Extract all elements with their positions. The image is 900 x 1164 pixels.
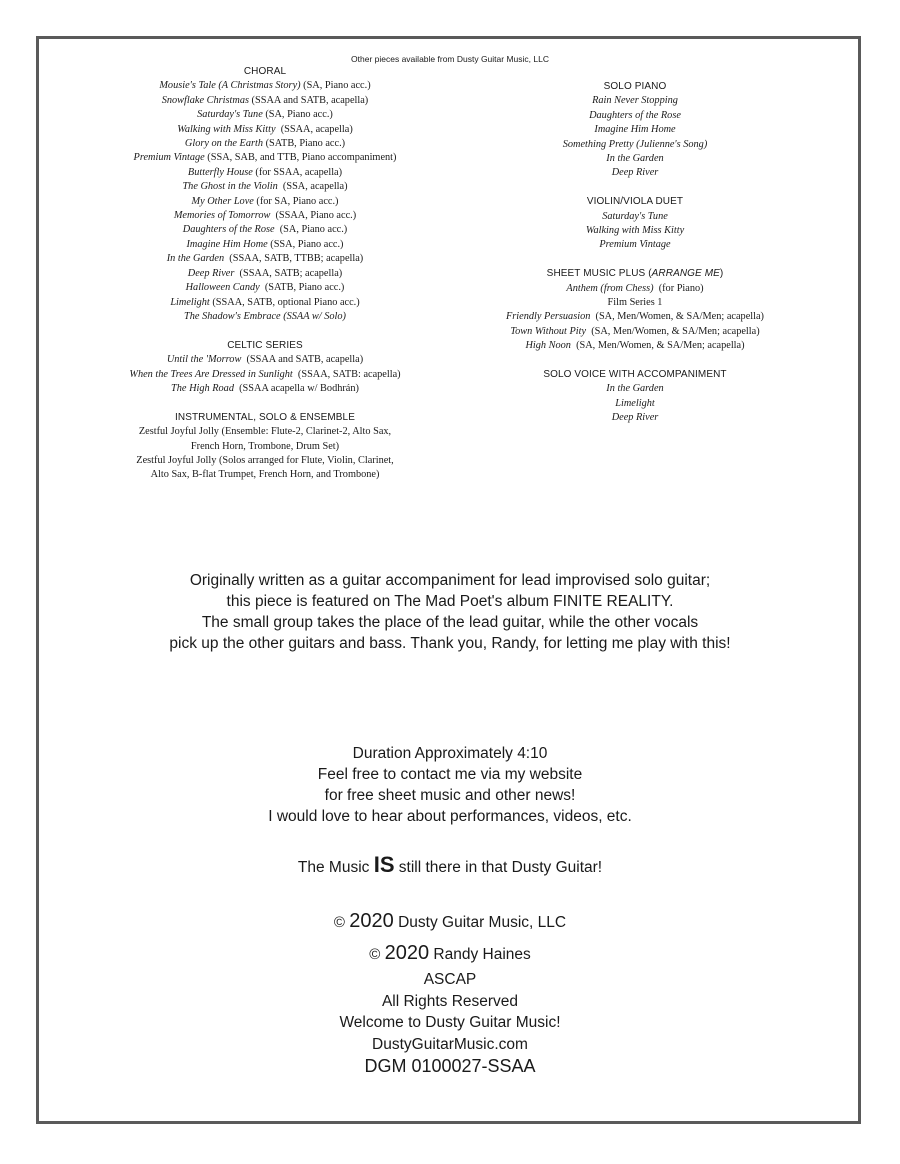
list-item xyxy=(95,223,435,237)
tagline-emphasis: IS xyxy=(373,852,395,877)
duration-text: Duration Approximately 4:10 xyxy=(352,745,548,762)
list-item xyxy=(470,123,800,137)
copyright-year: 2020 xyxy=(384,942,430,964)
piece-detail: (SATB, Piano acc.) xyxy=(259,282,345,294)
list-item: Zestful Joyful Jolly (Solos arranged for Flute, Violin, Clarinet, xyxy=(136,454,394,466)
contact-line: I would love to hear about performances, videos, etc. xyxy=(268,808,632,825)
list-item xyxy=(95,353,435,367)
piece-detail: (SSAA, Piano acc.) xyxy=(270,210,357,222)
description-line: pick up the other guitars and bass. Thank you, Randy, for letting me play with this! xyxy=(169,635,731,652)
list-item xyxy=(95,123,435,137)
choral-heading: CHORAL xyxy=(243,66,287,77)
rights-block xyxy=(0,969,900,1055)
copyright-holder: Dusty Guitar Music, LLC xyxy=(393,914,567,931)
solo-voice-list xyxy=(470,382,800,425)
piece-title: Butterfly House xyxy=(187,166,253,178)
piece-title: Daughters of the Rose xyxy=(589,109,681,121)
list-item xyxy=(470,382,800,396)
left-catalog-column xyxy=(95,65,435,483)
list-item: Zestful Joyful Jolly (Ensemble: Flute-2, Clarinet-2, Alto Sax, xyxy=(138,426,392,438)
copyright-publisher xyxy=(0,910,900,933)
piece-title: Town Without Pity xyxy=(510,325,587,337)
piece-detail: (SSAA, SATB; acapella) xyxy=(234,267,343,279)
list-item xyxy=(470,109,800,123)
celtic-heading: CELTIC SERIES xyxy=(227,339,303,351)
instrumental-list xyxy=(95,425,435,483)
piece-detail: Film Series 1 xyxy=(607,297,663,309)
list-item xyxy=(95,382,435,396)
piece-detail: (SA, Men/Women, & SA/Men; acapella) xyxy=(590,311,764,323)
piece-detail: (SSAA, SATB, optional Piano acc.) xyxy=(209,296,360,308)
piece-title: Glory on the Earth xyxy=(184,138,263,150)
piece-detail: (SSAA, acapella) xyxy=(275,123,353,135)
piece-title: Something Pretty (Julienne's Song) xyxy=(562,138,708,150)
sheet-music-plus-heading-suffix: ) xyxy=(719,268,724,280)
welcome-text: Welcome to Dusty Guitar Music! xyxy=(339,1014,561,1031)
piece-title: The Shadow's Embrace (SSAA w/ Solo) xyxy=(184,310,346,322)
list-item xyxy=(95,180,435,194)
piece-title: Imagine Him Home xyxy=(186,238,268,250)
description-paragraph xyxy=(0,570,900,654)
copyright-author xyxy=(0,942,900,965)
piece-detail: (for SSAA, acapella) xyxy=(252,166,343,178)
instrumental-heading: INSTRUMENTAL, SOLO & ENSEMBLE xyxy=(175,411,355,423)
piece-title: Deep River xyxy=(611,412,659,424)
ascap-label: ASCAP xyxy=(423,971,477,988)
violin-viola-list xyxy=(470,210,800,253)
piece-title: Friendly Persuasion xyxy=(506,311,591,323)
list-item xyxy=(95,296,435,310)
piece-title: Saturday's Tune xyxy=(197,109,263,121)
piece-title: Deep River xyxy=(187,267,235,279)
list-item: Alto Sax, B-flat Trumpet, French Horn, and Trombone) xyxy=(150,469,380,481)
piece-title: Premium Vintage xyxy=(133,152,205,164)
piece-title: Memories of Tomorrow xyxy=(173,210,271,222)
piece-title: The High Road xyxy=(171,382,234,394)
piece-title: Deep River xyxy=(611,167,659,179)
solo-piano-list xyxy=(470,94,800,180)
sheet-music-plus-heading xyxy=(470,267,800,281)
celtic-list xyxy=(95,353,435,396)
piece-detail: (SSAA, SATB, TTBB; acapella) xyxy=(224,253,364,265)
contact-line: Feel free to contact me via my website xyxy=(317,766,583,783)
piece-detail: (SSAA acapella w/ Bodhrán) xyxy=(233,382,359,394)
copyright-holder: Randy Haines xyxy=(429,946,531,963)
list-item xyxy=(470,310,800,324)
tagline-after: still there in that Dusty Guitar! xyxy=(394,859,603,876)
solo-piano-heading: SOLO PIANO xyxy=(603,81,667,92)
list-item xyxy=(95,94,435,108)
piece-detail: (SSAA, SATB: acapella) xyxy=(292,368,401,380)
piece-title: Snowflake Christmas xyxy=(161,94,249,106)
piece-detail: (SA, Men/Women, & SA/Men; acapella) xyxy=(570,340,745,352)
copyright-symbol: © xyxy=(369,946,381,963)
sheet-music-plus-list xyxy=(470,282,800,354)
piece-detail: (SSA, SAB, and TTB, Piano accompaniment) xyxy=(204,152,397,164)
piece-detail: (SSAA and SATB, acapella) xyxy=(248,94,369,106)
piece-title: In the Garden xyxy=(606,383,664,395)
list-item xyxy=(95,151,435,165)
list-item xyxy=(470,411,800,425)
piece-title: In the Garden xyxy=(166,253,225,265)
piece-detail: (SA, Piano acc.) xyxy=(262,109,333,121)
piece-title: Walking with Miss Kitty xyxy=(585,225,685,237)
solo-voice-heading: SOLO VOICE WITH ACCOMPANIMENT xyxy=(543,369,727,381)
sheet-music-plus-heading-prefix: SHEET MUSIC PLUS ( xyxy=(546,268,652,280)
piece-detail: (SA, Men/Women, & SA/Men; acapella) xyxy=(586,325,760,337)
list-item xyxy=(95,252,435,266)
list-item xyxy=(470,94,800,108)
piece-detail: (SA, Piano acc.) xyxy=(300,80,371,92)
piece-title: Daughters of the Rose xyxy=(182,224,275,236)
piece-title: Rain Never Stopping xyxy=(592,95,678,107)
piece-title: Saturday's Tune xyxy=(602,210,668,222)
piece-title: My Other Love xyxy=(191,195,254,207)
list-item xyxy=(95,166,435,180)
contact-block xyxy=(0,743,900,827)
piece-detail: (SA, Piano acc.) xyxy=(274,224,348,236)
piece-detail: (for Piano) xyxy=(653,282,704,294)
piece-title: In the Garden xyxy=(606,153,664,165)
list-item xyxy=(95,79,435,93)
piece-title: Limelight xyxy=(615,397,655,409)
piece-detail: (SSAA and SATB, acapella) xyxy=(241,354,364,366)
description-line: The small group takes the place of the lead guitar, while the other vocals xyxy=(201,614,699,631)
list-item xyxy=(470,210,800,224)
list-item xyxy=(95,137,435,151)
list-item xyxy=(470,224,800,238)
list-item xyxy=(470,152,800,166)
piece-title: Anthem (from Chess) xyxy=(566,282,654,294)
description-line: Originally written as a guitar accompaniment for lead improvised solo guitar; xyxy=(189,572,711,589)
list-item xyxy=(470,325,800,339)
copyright-year: 2020 xyxy=(349,910,394,932)
piece-title: Premium Vintage xyxy=(599,239,671,251)
piece-title: Mousie's Tale (A Christmas Story) xyxy=(159,80,301,92)
tagline-before: The Music xyxy=(297,859,374,876)
list-item xyxy=(95,195,435,209)
list-item xyxy=(470,238,800,252)
piece-title: Until the 'Morrow xyxy=(166,354,242,366)
piece-title: Halloween Candy xyxy=(185,282,260,294)
list-item xyxy=(95,368,435,382)
arrange-me-label: ARRANGE ME xyxy=(651,268,720,280)
list-item xyxy=(95,209,435,223)
violin-viola-heading: VIOLIN/VIOLA DUET xyxy=(586,196,684,208)
list-item xyxy=(95,281,435,295)
piece-title: Limelight xyxy=(170,296,210,308)
right-catalog-column xyxy=(470,80,800,426)
list-item xyxy=(470,282,800,296)
contact-line: for free sheet music and other news! xyxy=(324,787,576,804)
list-item xyxy=(470,397,800,411)
list-item xyxy=(95,267,435,281)
list-item xyxy=(95,108,435,122)
list-item xyxy=(470,166,800,180)
list-item xyxy=(470,296,800,310)
piece-detail: (for SA, Piano acc.) xyxy=(253,195,339,207)
piece-title: When the Trees Are Dressed in Sunlight xyxy=(129,368,293,380)
description-line: this piece is featured on The Mad Poet's album FINITE REALITY. xyxy=(226,593,674,610)
list-item xyxy=(470,339,800,353)
catalog-number: DGM 0100027-SSAA xyxy=(364,1056,536,1076)
choral-list xyxy=(95,79,435,324)
piece-title: Imagine Him Home xyxy=(594,124,676,136)
list-item xyxy=(470,138,800,152)
copyright-symbol: © xyxy=(333,914,345,931)
piece-title: Walking with Miss Kitty xyxy=(177,123,276,135)
website-text: DustyGuitarMusic.com xyxy=(372,1035,528,1053)
piece-detail: (SSA, Piano acc.) xyxy=(267,238,344,250)
piece-title: High Noon xyxy=(525,340,571,352)
piece-detail: (SATB, Piano acc.) xyxy=(263,138,346,150)
list-item xyxy=(95,310,435,324)
rights-reserved-text: All Rights Reserved xyxy=(381,992,519,1010)
tagline xyxy=(0,852,900,878)
list-item xyxy=(95,238,435,252)
list-item: French Horn, Trombone, Drum Set) xyxy=(190,440,340,452)
catalog-header: Other pieces available from Dusty Guitar Music, LLC xyxy=(351,54,549,64)
piece-title: The Ghost in the Violin xyxy=(182,181,278,193)
piece-detail: (SSA, acapella) xyxy=(277,181,348,193)
